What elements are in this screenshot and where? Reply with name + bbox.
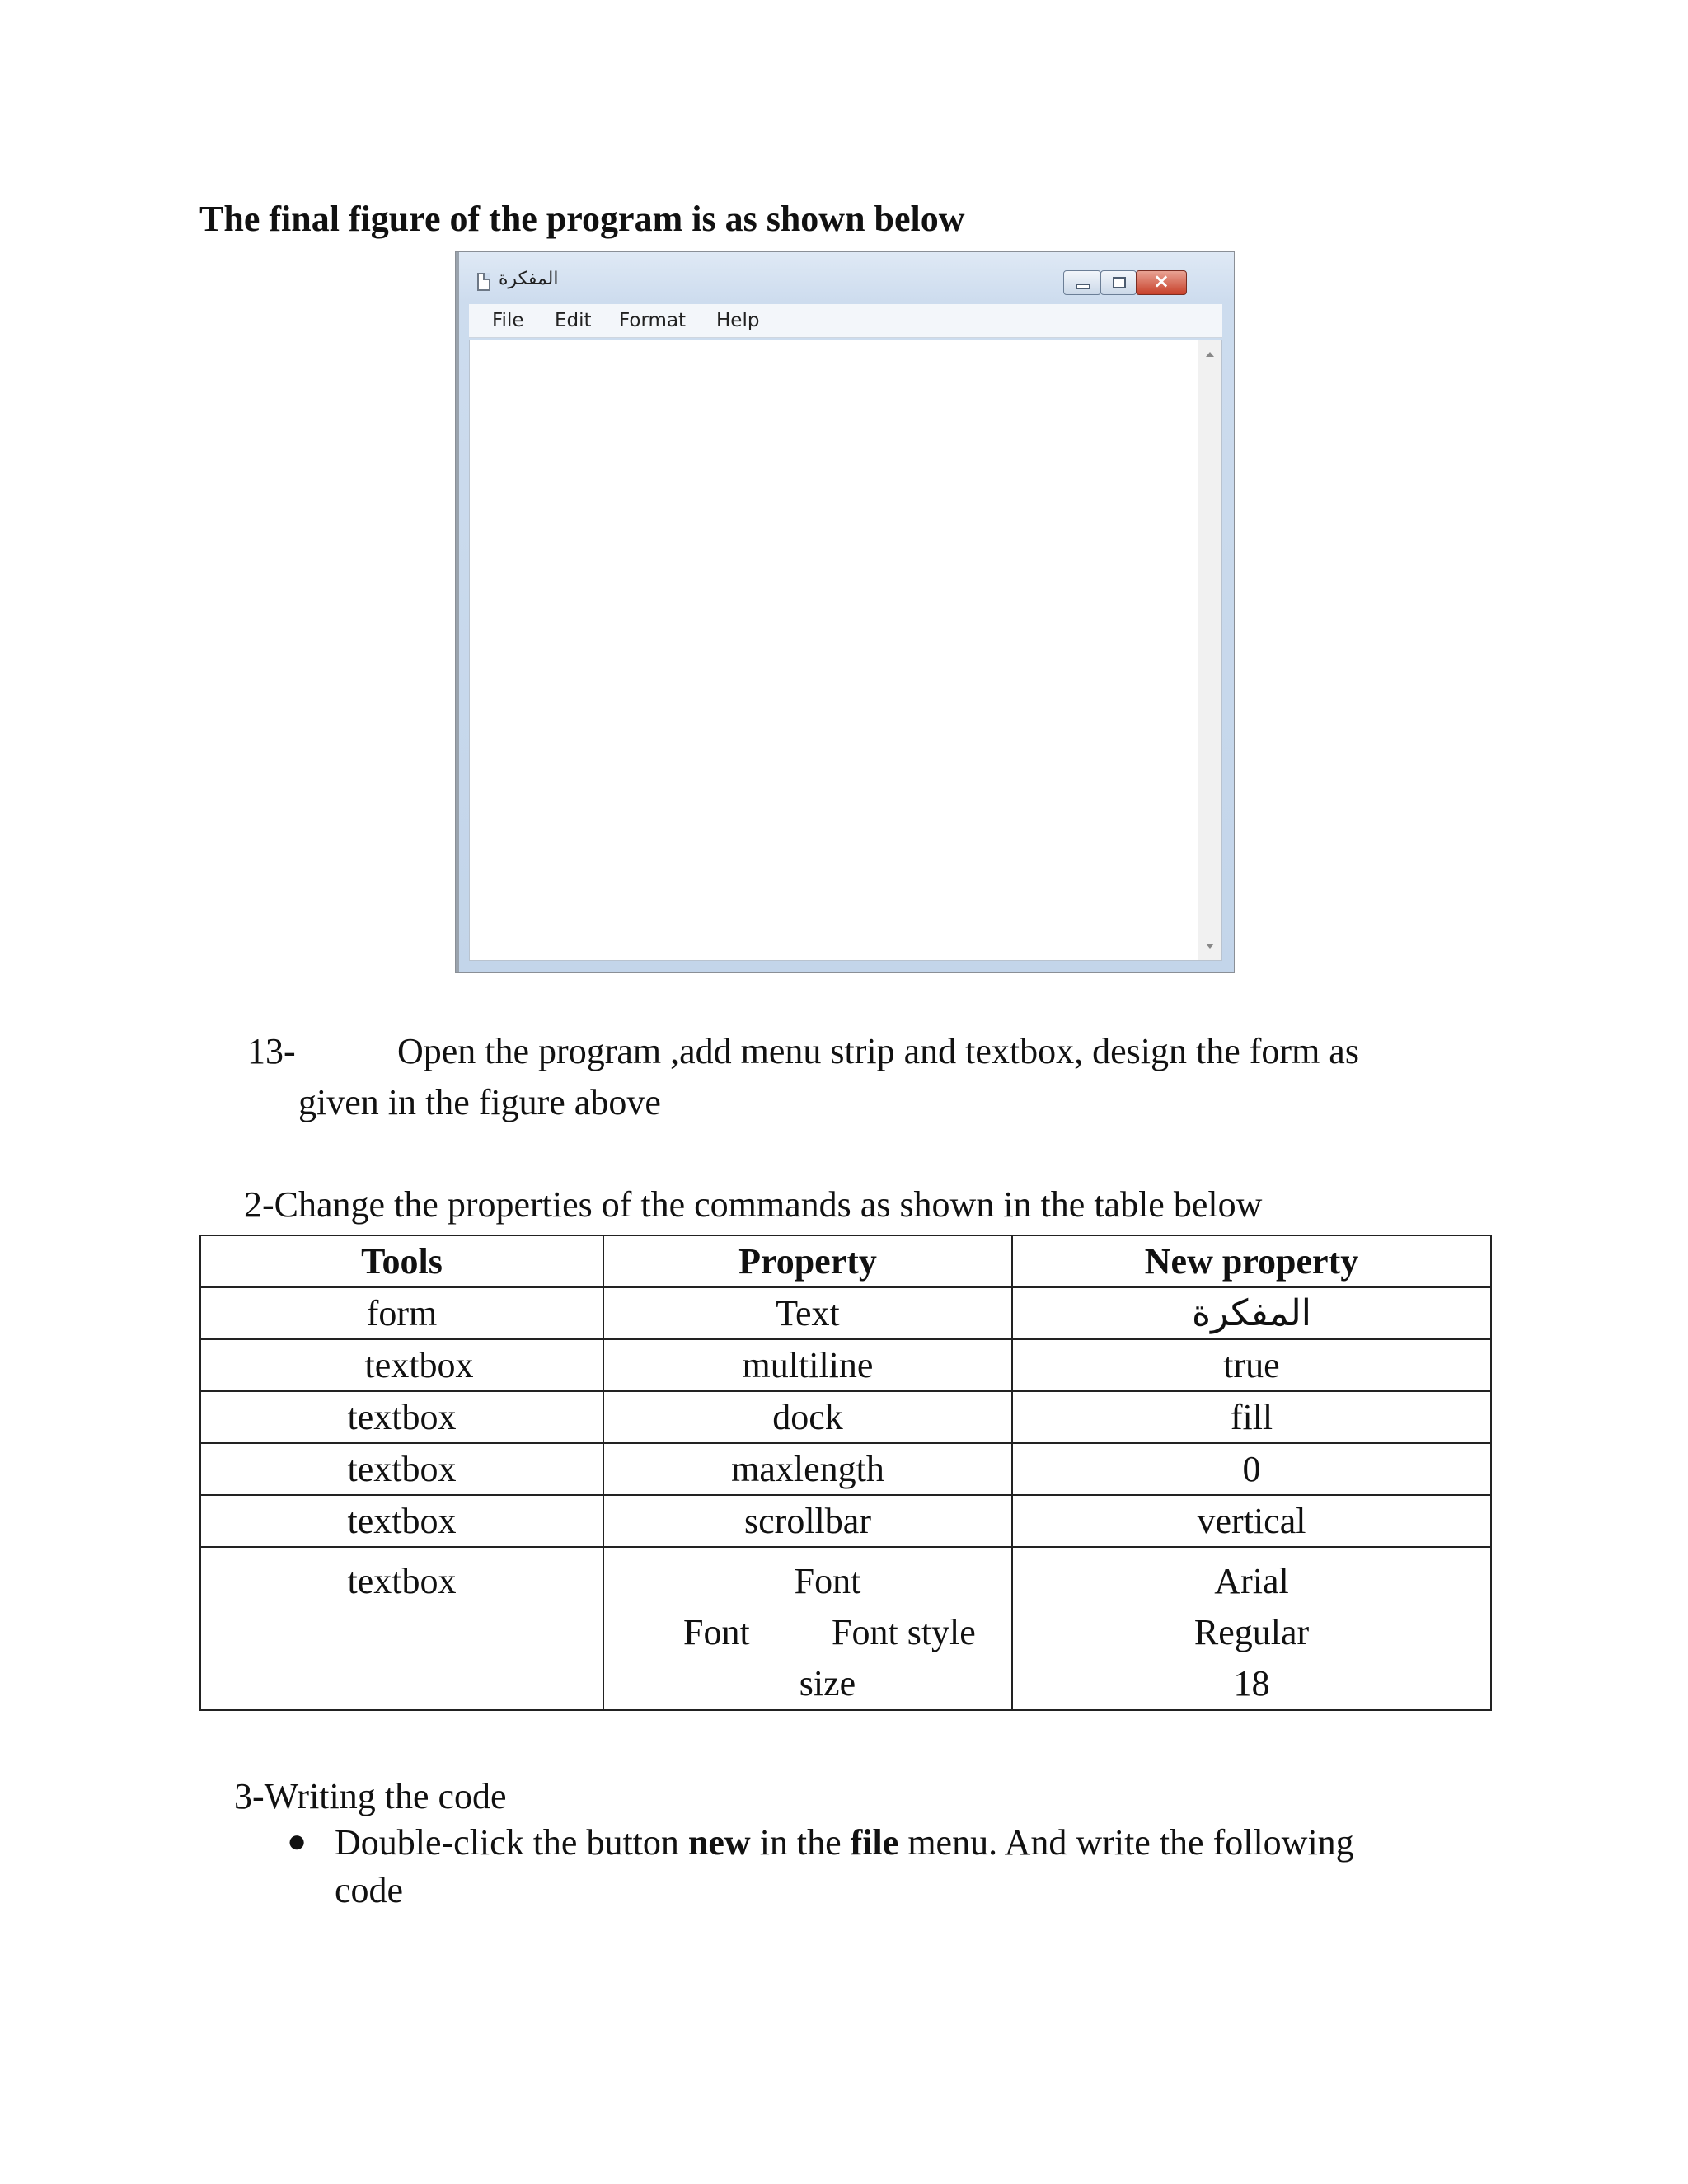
table-row — [200, 1547, 1491, 1710]
table-row — [200, 1339, 1491, 1391]
menu-format[interactable]: Format — [619, 310, 687, 331]
minimize-button[interactable] — [1063, 270, 1101, 295]
bold-file: file — [850, 1822, 899, 1863]
cell-tool: textbox — [200, 1339, 603, 1391]
table-row — [200, 1495, 1491, 1547]
scroll-down-arrow-icon[interactable] — [1206, 944, 1214, 949]
header-tools: Tools — [200, 1235, 603, 1287]
table-row — [200, 1287, 1491, 1339]
cell-new-property: fill — [1012, 1391, 1491, 1443]
notepad-app-icon — [477, 273, 490, 291]
menu-file[interactable]: File — [492, 310, 524, 331]
table-header-row — [200, 1235, 1491, 1287]
properties-table — [199, 1235, 1492, 1711]
cell-new-property — [1012, 1547, 1491, 1710]
step-instruction: Open the program ,add menu strip and textbox, design the form as — [397, 1031, 1359, 1071]
cell-property: Text — [603, 1287, 1012, 1339]
step-instruction-continued: given in the figure above — [298, 1082, 661, 1122]
cell-property: maxlength — [603, 1443, 1012, 1495]
bold-new: new — [687, 1822, 751, 1863]
header-property: Property — [603, 1235, 1012, 1287]
cell-new-property: true — [1012, 1339, 1491, 1391]
window-title: المفكرة — [499, 269, 559, 289]
section-heading: The final figure of the program is as shown below — [199, 199, 965, 239]
bullet-icon: ● — [287, 1822, 307, 1859]
cell-new-property: المفكرة — [1012, 1287, 1491, 1339]
property-font-label: Font — [683, 1612, 750, 1652]
property-size: size — [799, 1663, 856, 1704]
cell-tool — [200, 1547, 603, 1710]
step-3-heading: 3-Writing the code — [234, 1776, 507, 1816]
close-icon: × — [1152, 269, 1170, 293]
cell-new-property: 0 — [1012, 1443, 1491, 1495]
cell-property: multiline — [603, 1339, 1012, 1391]
cell-tool-text: textbox — [347, 1561, 457, 1601]
cell-tool: textbox — [200, 1443, 603, 1495]
property-font: Font — [794, 1561, 861, 1601]
value-size: 18 — [1233, 1663, 1270, 1704]
header-new-property: New property — [1012, 1235, 1491, 1287]
text-area[interactable] — [469, 340, 1222, 961]
cell-property — [603, 1547, 1012, 1710]
cell-tool: textbox — [200, 1391, 603, 1443]
cell-property: scrollbar — [603, 1495, 1012, 1547]
bullet-instruction: Double-click the button new in the file menu. And write the following — [335, 1822, 1354, 1863]
close-button[interactable] — [1136, 270, 1187, 295]
table-row — [200, 1443, 1491, 1495]
property-font-subrow — [604, 1607, 1011, 1658]
bullet-instruction-continued: code — [335, 1870, 404, 1910]
menu-strip — [469, 304, 1222, 338]
notepad-window-screenshot — [455, 251, 1235, 973]
vertical-scrollbar[interactable] — [1198, 340, 1221, 960]
step-number: 13- — [247, 1031, 296, 1071]
cell-tool: form — [200, 1287, 603, 1339]
scroll-up-arrow-icon[interactable] — [1206, 352, 1214, 357]
window-frame-edge — [456, 252, 459, 972]
cell-new-property: vertical — [1012, 1495, 1491, 1547]
table-row — [200, 1391, 1491, 1443]
maximize-button[interactable] — [1100, 270, 1137, 295]
menu-edit[interactable]: Edit — [555, 310, 592, 331]
cell-property: dock — [603, 1391, 1012, 1443]
value-font-style: Regular — [1193, 1612, 1310, 1652]
step-2-heading: 2-Change the properties of the commands as shown in the table below — [244, 1184, 1263, 1225]
cell-tool: textbox — [200, 1495, 603, 1547]
menu-help[interactable]: Help — [716, 310, 760, 331]
property-font-style: Font style — [832, 1612, 976, 1652]
value-font: Arial — [1214, 1561, 1289, 1601]
